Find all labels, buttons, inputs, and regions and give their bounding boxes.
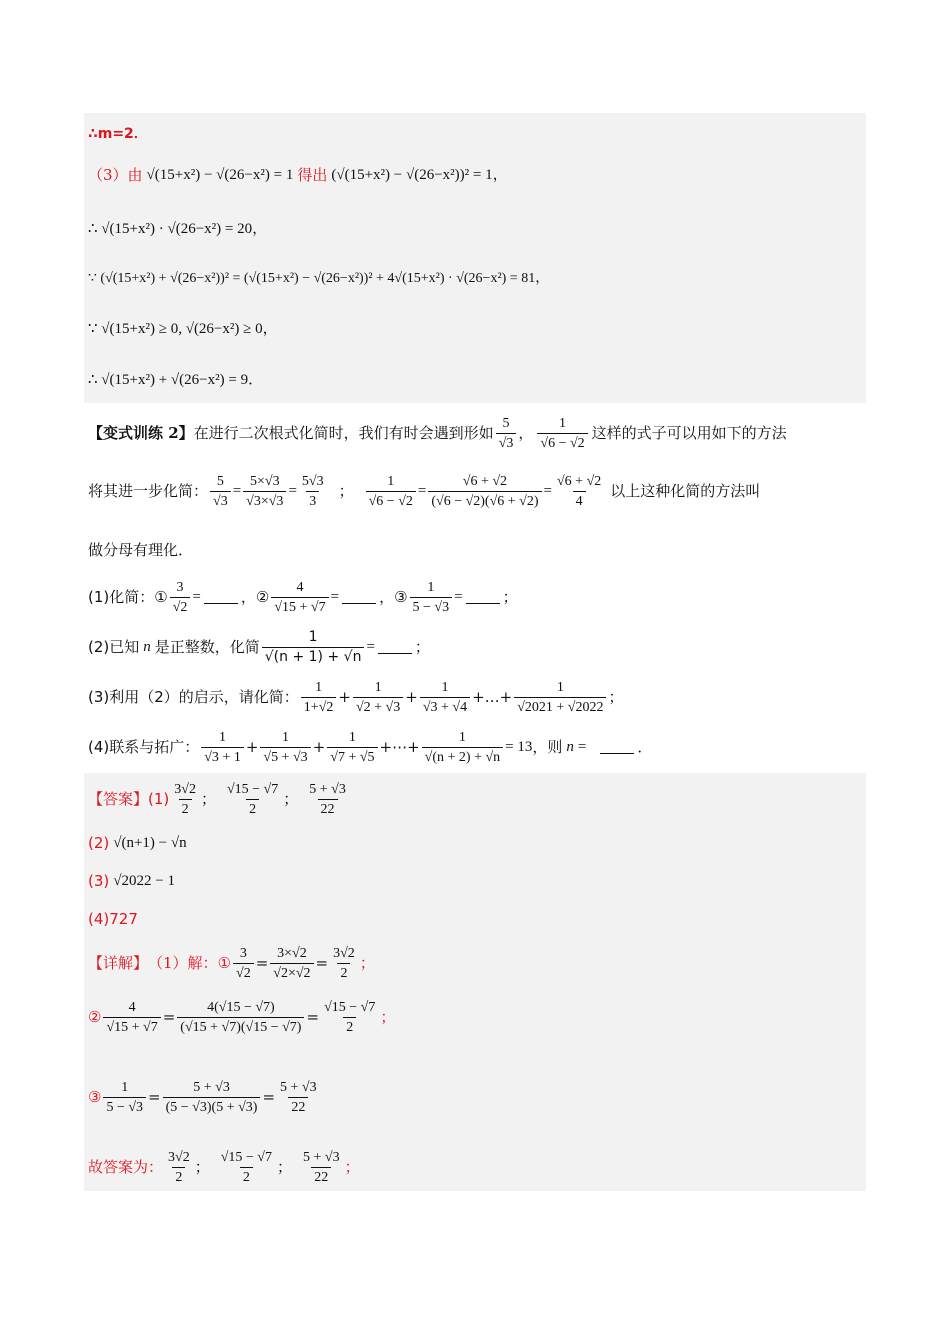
answer-2-label: (2) <box>88 834 110 852</box>
q2-text: 是正整数，化简 <box>154 638 260 657</box>
step-line-1: ∴ √(15+x²) · √(26−x²) = 20， <box>88 221 268 237</box>
example-fraction-2: $\frac{1}{√6 - √2}$ <box>537 416 587 452</box>
final-frac-1: $\frac{3√2}{2}$ <box>168 1150 190 1186</box>
part3-mid: 得出 <box>297 166 328 184</box>
d1-frac-3: $\frac{3√2}{2}$ <box>333 946 355 982</box>
q4-frac-4: $\frac{1}{√(n + 2) + √n}$ <box>422 730 503 766</box>
q3-frac-2: $\frac{1}{√2 + √3}$ <box>353 680 403 716</box>
circle-1: ① <box>154 588 168 607</box>
line2-suffix: 以上这种化简的方法叫 <box>610 482 761 501</box>
final-label: 故答案为： <box>88 1158 164 1177</box>
ex-frac-c: $\frac{5√3}{3}$ <box>301 474 324 510</box>
q3-frac-1: $\frac{1}{1+√2}$ <box>301 680 337 716</box>
circle-2: ② <box>255 588 270 607</box>
d2-frac-2: $\frac{4(√15 - √7)}{(√15 + √7)(√15 - √7)}$ <box>177 1000 304 1036</box>
q3-label: (3)利用（2）的启示，请化简： <box>88 688 299 707</box>
circle-1: ① <box>217 954 232 973</box>
d3-frac-3: $\frac{5 + √3}{22}$ <box>280 1080 317 1116</box>
d3-frac-1: $\frac{1}{5 - √3}$ <box>103 1080 146 1116</box>
line2-prefix: 将其进一步化简： <box>88 482 209 501</box>
eq-sign: = <box>543 483 552 500</box>
part3-eq2: (√(15+x²) − √(26−x²))² = 1， <box>331 167 508 183</box>
q2-label: (2)已知 <box>88 638 140 657</box>
detail-3: ③ $\frac{1}{5 - √3}$ = $\frac{5 + √3}{(5 - √3)(5 + √3)}$ = $\frac{5 + √3}{22}$ <box>88 1080 322 1116</box>
q4-frac-2: $\frac{1}{√5 + √3}$ <box>260 730 310 766</box>
eq-sign: = <box>232 483 242 500</box>
eq-sign: = <box>366 639 375 656</box>
circle-3: ③ <box>394 588 408 607</box>
final-frac-2: $\frac{√15 - √7}{2}$ <box>220 1150 272 1186</box>
eq-sign: = <box>577 739 587 756</box>
m-line: ∴m=2． <box>88 126 148 142</box>
q4-frac-1: $\frac{1}{√3 + 1}$ <box>201 730 244 766</box>
final-frac-3: $\frac{5 + √3}{22}$ <box>303 1150 340 1186</box>
question-1: (1)化简： ① $\frac{3}{√2}$ = ， ② $\frac{4}{√15 + √7}$ = ， ③ $\frac{1}{5 - √3}$ = ； <box>88 580 518 616</box>
part3-prefix: （3）由 <box>88 166 143 184</box>
answer-1-label: (1) <box>148 790 170 809</box>
answer-blank[interactable] <box>600 741 634 754</box>
ex-frac-d: $\frac{1}{√6 - √2}$ <box>366 474 416 510</box>
ans1-frac-3: $\frac{5 + √3}{22}$ <box>309 782 346 818</box>
q1-label: (1)化简： <box>88 588 155 607</box>
ex-frac-b: $\frac{5\times√3}{√3\times√3}$ <box>243 474 286 510</box>
part3-line <box>88 168 508 183</box>
ans2-expr: √(n+1) − √n <box>113 835 187 851</box>
answer-1: 【答案】 (1) $\frac{3√2}{2}$ ； $\frac{√15 - √7}{2}$ ； $\frac{5 + √3}{22}$ <box>88 782 351 818</box>
semicolon: ； <box>338 482 354 501</box>
line3: 做分母有理化． <box>88 541 194 559</box>
q4-frac-3: $\frac{1}{√7 + √5}$ <box>327 730 377 766</box>
detail-label: 【详解】 <box>88 954 149 973</box>
q3-frac-3: $\frac{1}{√3 + √4}$ <box>420 680 470 716</box>
answer-label: 【答案】 <box>88 790 149 809</box>
q1-frac-3: $\frac{1}{5 - √3}$ <box>410 580 453 616</box>
q1-frac-1: $\frac{3}{√2}$ <box>170 580 191 616</box>
n-var: n <box>566 739 574 756</box>
question-3: (3)利用（2）的启示，请化简： $\frac{1}{1+√2}$ + $\frac{1}{√2 + √3}$ + $\frac{1}{√3 + √4}$ +…+ $\frac{1}{√2021 + √2022}$ ； <box>88 680 624 716</box>
ans1-frac-1: $\frac{3√2}{2}$ <box>174 782 196 818</box>
question-4: (4)联系与拓广： $\frac{1}{√3 + 1}$ + $\frac{1}{√5 + √3}$ + $\frac{1}{√7 + √5}$ +⋯+ $\frac{1}{√(n + 2) + √n}$ = 13 ，则 n = ． <box>88 730 653 766</box>
detail-2: ② $\frac{4}{√15 + √7}$ = $\frac{4(√15 - √7)}{(√15 + √7)(√15 - √7)}$ = $\frac{√15 - √7}{2}$ ； <box>88 1000 396 1036</box>
q4-tail: ，则 <box>532 738 563 757</box>
solution-block-top <box>84 113 866 403</box>
eq-sign: = <box>192 589 201 606</box>
detail-intro: （1）解： <box>148 954 218 973</box>
answer-blank[interactable] <box>466 591 500 604</box>
question-2: (2)已知 n 是正整数，化简 $\frac{1}{√(n + 1) + √n}$ = ； <box>88 629 430 666</box>
d1-frac-1: $\frac{3}{√2}$ <box>233 946 254 982</box>
problem-intro <box>88 416 787 452</box>
problem-intro-text2: 这样的式子可以用如下的方法 <box>591 424 787 443</box>
answer-blank[interactable] <box>204 591 238 604</box>
rationalize-example <box>88 474 760 510</box>
answer-4: (4)727 <box>88 910 138 928</box>
answer-blank[interactable] <box>342 591 376 604</box>
comma: ， <box>518 424 534 443</box>
answer-3-label: (3) <box>88 872 110 890</box>
q3-frac-4: $\frac{1}{√2021 + √2022}$ <box>514 680 606 716</box>
step-line-3: ∵ √(15+x²) ≥ 0, √(26−x²) ≥ 0， <box>88 321 278 337</box>
n-var: n <box>143 639 151 656</box>
eq-sign: = <box>454 589 463 606</box>
step-line-4: ∴ √(15+x²) + √(26−x²) = 9． <box>88 372 264 388</box>
eq-13: = 13 <box>505 739 533 756</box>
d2-frac-3: $\frac{√15 - √7}{2}$ <box>324 1000 376 1036</box>
eq-sign: = <box>330 589 340 606</box>
final-answer: 故答案为： $\frac{3√2}{2}$ ； $\frac{√15 - √7}{2}$ ； $\frac{5 + √3}{22}$ ； <box>88 1150 360 1186</box>
problem-title: 【变式训练 2】 <box>88 424 194 443</box>
example-fraction-1: $\frac{5}{√3}$ <box>496 416 517 452</box>
q2-frac: $\frac{1}{√(n + 1) + √n}$ <box>262 630 365 666</box>
circle-2: ② <box>88 1008 102 1027</box>
eq-sign: = <box>417 483 427 500</box>
answer-2 <box>88 836 187 851</box>
q4-label: (4)联系与拓广： <box>88 738 200 757</box>
part3-eq1: √(15+x²) − √(26−x²) = 1 <box>146 167 294 183</box>
ex-frac-a: $\frac{5}{√3}$ <box>210 474 231 510</box>
ans3-expr: √2022 − 1 <box>113 873 175 889</box>
d3-frac-2: $\frac{5 + √3}{(5 - √3)(5 + √3)}$ <box>163 1080 261 1116</box>
circle-3: ③ <box>88 1088 102 1107</box>
d2-frac-1: $\frac{4}{√15 + √7}$ <box>103 1000 160 1036</box>
problem-intro-text1: 在进行二次根式化简时，我们有时会遇到形如 <box>193 424 494 443</box>
q1-frac-2: $\frac{4}{√15 + √7}$ <box>271 580 328 616</box>
answer-block <box>84 773 866 1191</box>
answer-3 <box>88 874 175 889</box>
eq-sign: = <box>288 483 297 500</box>
answer-blank[interactable] <box>378 641 412 654</box>
ans1-frac-2: $\frac{√15 - √7}{2}$ <box>226 782 279 818</box>
d1-frac-2: $\frac{3\times√2}{√2\times√2}$ <box>270 946 313 982</box>
ex-frac-f: $\frac{√6 + √2}{4}$ <box>557 474 602 510</box>
detail-1: 【详解】 （1）解： ① $\frac{3}{√2}$ = $\frac{3\times√2}{√2\times√2}$ = $\frac{3√2}{2}$ ； <box>88 946 375 982</box>
step-line-2: ∵ (√(15+x²) + √(26−x²))² = (√(15+x²) − √(26−x²))² + 4√(15+x²) · √(26−x²) = 81， <box>88 271 550 286</box>
ex-frac-e: $\frac{√6 + √2}{(√6 - √2)(√6 + √2)}$ <box>428 474 541 510</box>
